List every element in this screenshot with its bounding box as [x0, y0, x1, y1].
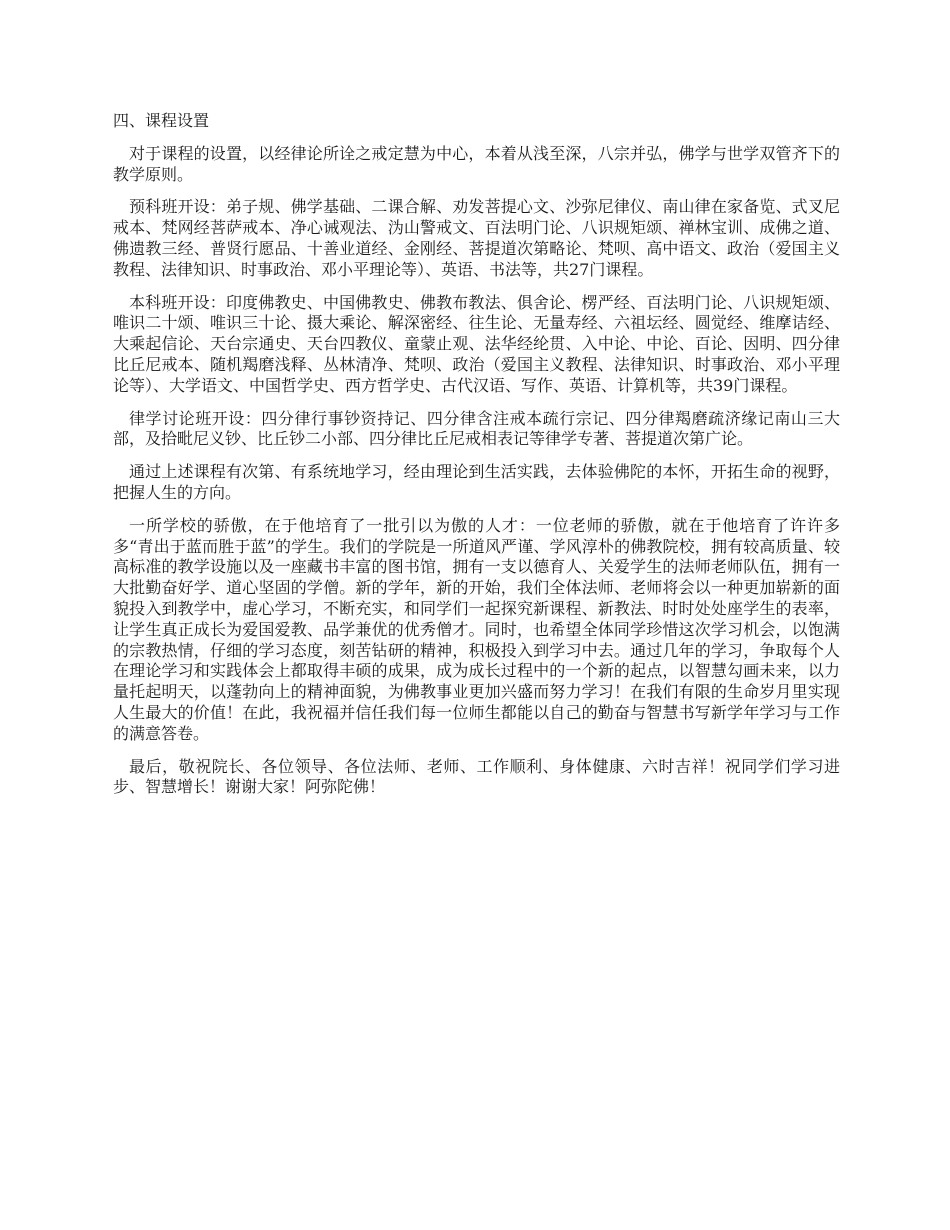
paragraph-vinaya-seminar: 律学讨论班开设：四分律行事钞资持记、四分律含注戒本疏行宗记、四分律羯磨疏济缘记南山三大部，及拾毗尼义钞、比丘钞二小部、四分律比丘尼戒相表记等律学专著、菩提道次第广论。	[113, 408, 840, 449]
paragraph-school-pride: 一所学校的骄傲，在于他培育了一批引以为傲的人才：一位老师的骄傲，就在于他培育了许许多多“青出于蓝而胜于蓝”的学生。我们的学院是一所道风严谨、学风淳朴的佛教院校，拥有较高质量、较高标准的教学设施以及一座藏书丰富的图书馆，拥有一支以德育人、关爱学生的法师老师队伍，拥有一大批勤奋好学、道心坚固的学僧。新的学年，新的开始，我们全体法师、老师将会以一种更加崭新的面貌投入到教学中，虚心学习，不断充实，和同学们一起探究新课程、新教法、时时处处座学生的表率，让学生真正成长为爱国爱教、品学兼优的优秀僧才。同时，也希望全体同学珍惜这次学习机会，以饱满的宗教热情，仔细的学习态度，刻苦钻研的精神，积极投入到学习中去。通过几年的学习，争取每个人在理论学习和实践体会上都取得丰硕的成果，成为成长过程中的一个新的起点，以智慧勾画未来，以力量托起明天，以蓬勃向上的精神面貌，为佛教事业更加兴盛而努力学习！在我们有限的生命岁月里实现人生最大的价值！在此，我祝福并信任我们每一位师生都能以自己的勤奋与智慧书写新学年学习与工作的满意答卷。	[113, 515, 840, 743]
paragraph-learning-purpose: 通过上述课程有次第、有系统地学习，经由理论到生活实践，去体验佛陀的本怀，开拓生命的视野，把握人生的方向。	[113, 462, 840, 502]
document-body	[113, 111, 840, 810]
paragraph-undergraduate-class: 本科班开设：印度佛教史、中国佛教史、佛教布教法、俱舍论、楞严经、百法明门论、八识规矩颂、唯识二十颂、唯识三十论、摄大乘论、解深密经、往生论、无量寿经、六祖坛经、圆觉经、维摩诘经、大乘起信论、天台宗通史、天台四教仪、童蒙止观、法华经纶贯、入中论、中论、百论、因明、四分律比丘尼戒本、随机羯磨浅释、丛林清净、梵呗、政治（爱国主义教程、法律知识、时事政治、邓小平理论等）、大学语文、中国哲学史、西方哲学史、古代汉语、写作、英语、计算机等，共39门课程。	[113, 292, 840, 395]
paragraph-closing-wishes: 最后，敬祝院长、各位领导、各位法师、老师、工作顺利、身体健康、六时吉祥！祝同学们学习进步、智慧增长！谢谢大家！阿弥陀佛！	[113, 756, 840, 797]
paragraph-course-principle: 对于课程的设置，以经律论所诠之戒定慧为中心，本着从浅至深，八宗并弘，佛学与世学双管齐下的教学原则。	[113, 143, 840, 184]
paragraph-preparatory-class: 预科班开设：弟子规、佛学基础、二课合解、劝发菩提心文、沙弥尼律仪、南山律在家备览、式叉尼戒本、梵网经菩萨戒本、净心诫观法、沩山警戒文、百法明门论、八识规矩颂、禅林宝训、成佛之道、佛遗教三经、普贤行愿品、十善业道经、金刚经、菩提道次第略论、梵呗、高中语文、政治（爱国主义教程、法律知识、时事政治、邓小平理论等）、英语、书法等，共27门课程。	[113, 197, 840, 279]
section-heading: 四、课程设置	[113, 111, 210, 130]
